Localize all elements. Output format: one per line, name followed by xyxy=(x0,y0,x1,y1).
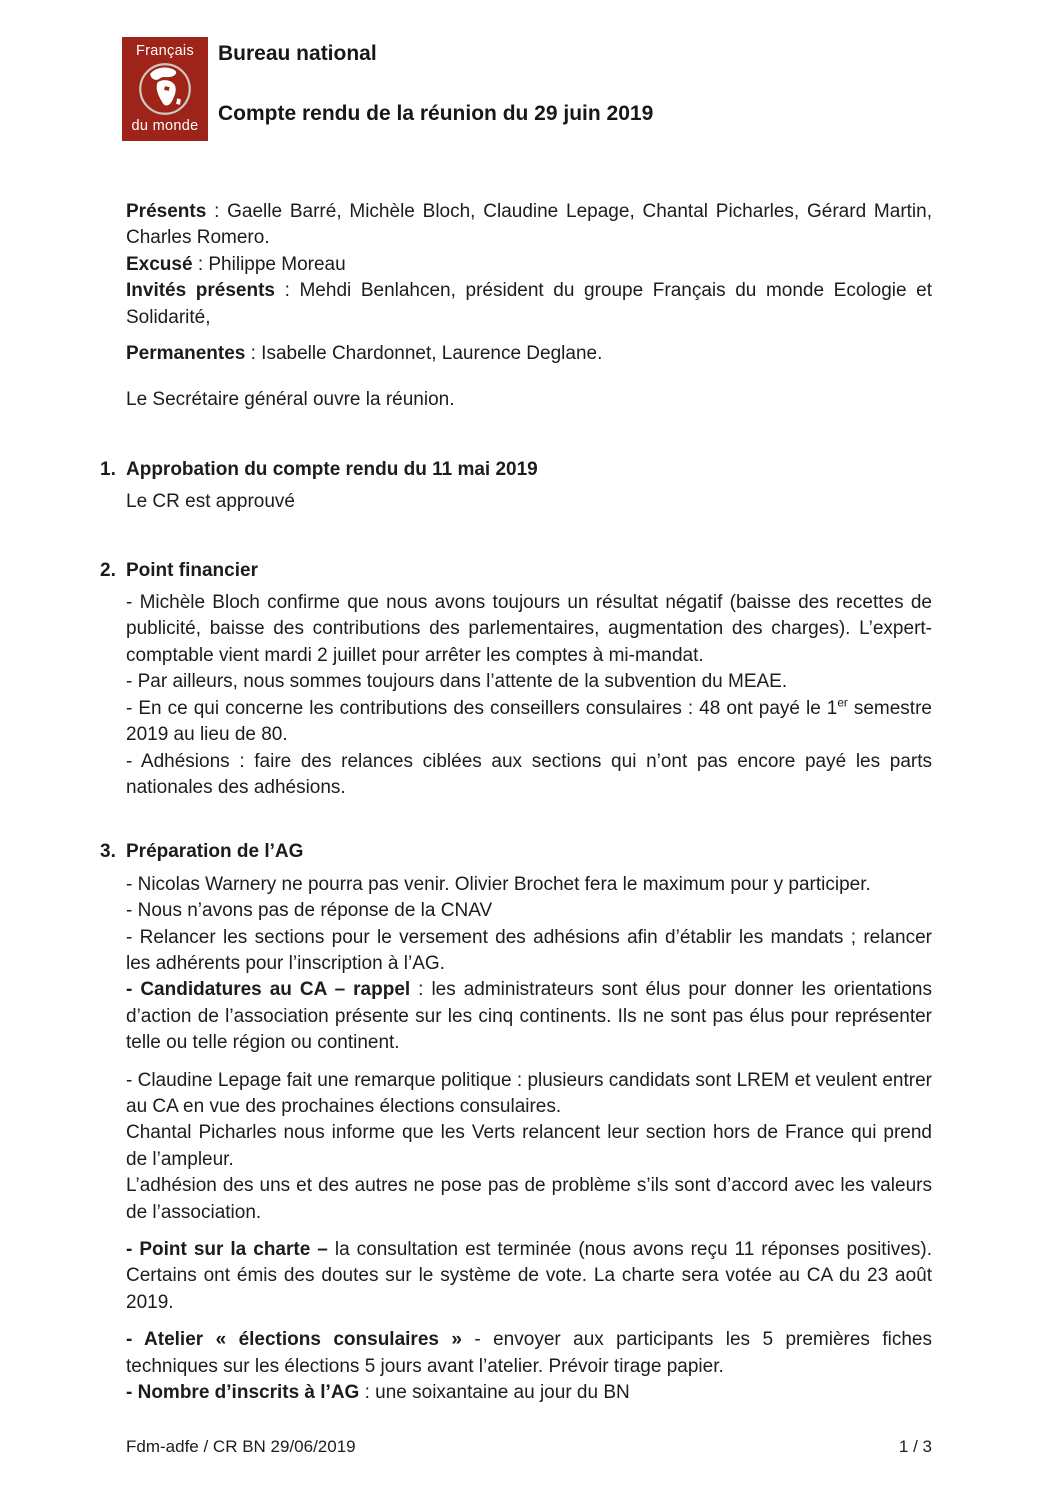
excused-label: Excusé xyxy=(126,253,193,275)
section-2-heading xyxy=(100,558,932,584)
excused-line xyxy=(126,252,932,278)
intro-paragraph: Le Secrétaire général ouvre la réunion. xyxy=(126,389,455,411)
excused-text: : Philippe Moreau xyxy=(192,253,346,275)
globe-icon xyxy=(137,61,193,117)
paragraph-warnery: - Nicolas Warnery ne pourra pas venir. Olivier Brochet fera le maximum pour y participer. xyxy=(126,873,871,895)
invites-label: Invités présents xyxy=(126,280,275,302)
paragraph-par-ailleurs: - Par ailleurs, nous sommes toujours dans l’attente de la subvention du MEAE. xyxy=(126,671,788,693)
paragraph-contributions xyxy=(126,696,932,749)
candidatures-lead: - Candidatures au CA – rappel xyxy=(126,979,411,1001)
invites-line xyxy=(126,278,932,331)
section-3-title: Préparation de l’AG xyxy=(126,841,304,863)
permanentes-text: : Isabelle Chardonnet, Laurence Deglane. xyxy=(245,343,603,365)
section-3-number: 3. xyxy=(100,841,116,863)
paragraph-inscrits xyxy=(126,1380,932,1406)
paragraph-cnav: - Nous n’avons pas de réponse de la CNAV xyxy=(126,900,493,922)
charte-lead: - Point sur la charte – xyxy=(126,1239,328,1260)
logo-text-bottom: du monde xyxy=(131,117,199,134)
document-subtitle: Compte rendu de la réunion du 29 juin 2019 xyxy=(218,102,654,125)
contributions-text: - En ce qui concerne les contributions des conseillers consulaires : 48 ont payé le 1 xyxy=(126,697,838,719)
permanentes-line xyxy=(126,341,932,367)
footer-doc-reference: Fdm-adfe / CR BN 29/06/2019 xyxy=(126,1437,356,1456)
inscrits-rest: : une soixantaine au jour du BN xyxy=(359,1382,630,1404)
section-2-number: 2. xyxy=(100,559,116,581)
section-1-number: 1. xyxy=(100,458,116,480)
section-3-heading xyxy=(100,839,932,865)
paragraph-atelier xyxy=(126,1327,932,1380)
atelier-rest: - envoyer aux participants les 5 premières fiches techniques sur les élections 5 jours avant l’atelier. Prévoir tirage papier. xyxy=(126,1329,932,1377)
document-header xyxy=(218,42,653,126)
logo-text-top: Français xyxy=(136,43,194,59)
presents-line xyxy=(126,199,932,252)
atelier-lead: - Atelier « élections consulaires » xyxy=(126,1329,462,1351)
paragraph-adhesions: - Adhésions : faire des relances ciblées aux sections qui n’ont pas encore payé les parts nationales des adhésions. xyxy=(126,750,932,798)
paragraph-lepage: - Claudine Lepage fait une remarque politique : plusieurs candidats sont LREM et veulent entrer au CA en vue des prochaines élections consulaires. xyxy=(126,1069,932,1117)
section-2-title: Point financier xyxy=(126,559,258,581)
page-footer xyxy=(126,1437,932,1457)
paragraph-picharles: Chantal Picharles nous informe que les Verts relancent leur section hors de France qui prend de l’ampleur. xyxy=(126,1122,932,1170)
footer-page-number: 1 / 3 xyxy=(898,1437,932,1456)
document-title: Bureau national xyxy=(218,42,377,65)
permanentes-label: Permanentes xyxy=(126,343,246,365)
superscript-er: er xyxy=(837,696,848,710)
section-1-heading xyxy=(100,457,932,483)
candidatures-rest: : les administrateurs sont élus pour donner les orientations d’action de l’association présente sur les cinq continents. Ils ne sont pas élus pour représenter telle ou telle région ou continent. xyxy=(126,979,932,1054)
document-body xyxy=(100,199,932,1406)
inscrits-lead: - Nombre d’inscrits à l’AG xyxy=(126,1382,360,1404)
section-1-body: Le CR est approuvé xyxy=(126,491,295,513)
presents-text: : Gaelle Barré, Michèle Bloch, Claudine Lepage, Chantal Picharles, Gérard Martin, Charles Romero. xyxy=(126,201,932,249)
paragraph-relancer: - Relancer les sections pour le versement des adhésions afin d’établir les mandats ; relancer les adhérents pour l’inscription à l’AG. xyxy=(126,926,932,974)
organization-logo xyxy=(122,37,208,141)
paragraph-michele-bloch: - Michèle Bloch confirme que nous avons toujours un résultat négatif (baisse des recettes de publicité, baisse des contributions des parlementaires, augmentation des charges). L’expert-comptable vient mardi 2 juillet pour arrêter les comptes à mi-mandat. xyxy=(126,592,932,666)
presents-label: Présents xyxy=(126,201,207,222)
paragraph-candidatures xyxy=(126,977,932,1056)
paragraph-valeurs: L’adhésion des uns et des autres ne pose pas de problème s’ils sont d’accord avec les valeurs de l’association. xyxy=(126,1175,932,1223)
paragraph-charte xyxy=(126,1237,932,1316)
invites-text: : Mehdi Benlahcen, président du groupe Français du monde Ecologie et Solidarité, xyxy=(126,280,932,328)
section-1-title: Approbation du compte rendu du 11 mai 2019 xyxy=(126,458,538,480)
charte-rest: la consultation est terminée (nous avons reçu 11 réponses positives). Certains ont émis des doutes sur le système de vote. La charte sera votée au CA du 23 août 2019. xyxy=(126,1239,932,1313)
contributions-text-end: semestre 2019 au lieu de 80. xyxy=(126,697,932,746)
